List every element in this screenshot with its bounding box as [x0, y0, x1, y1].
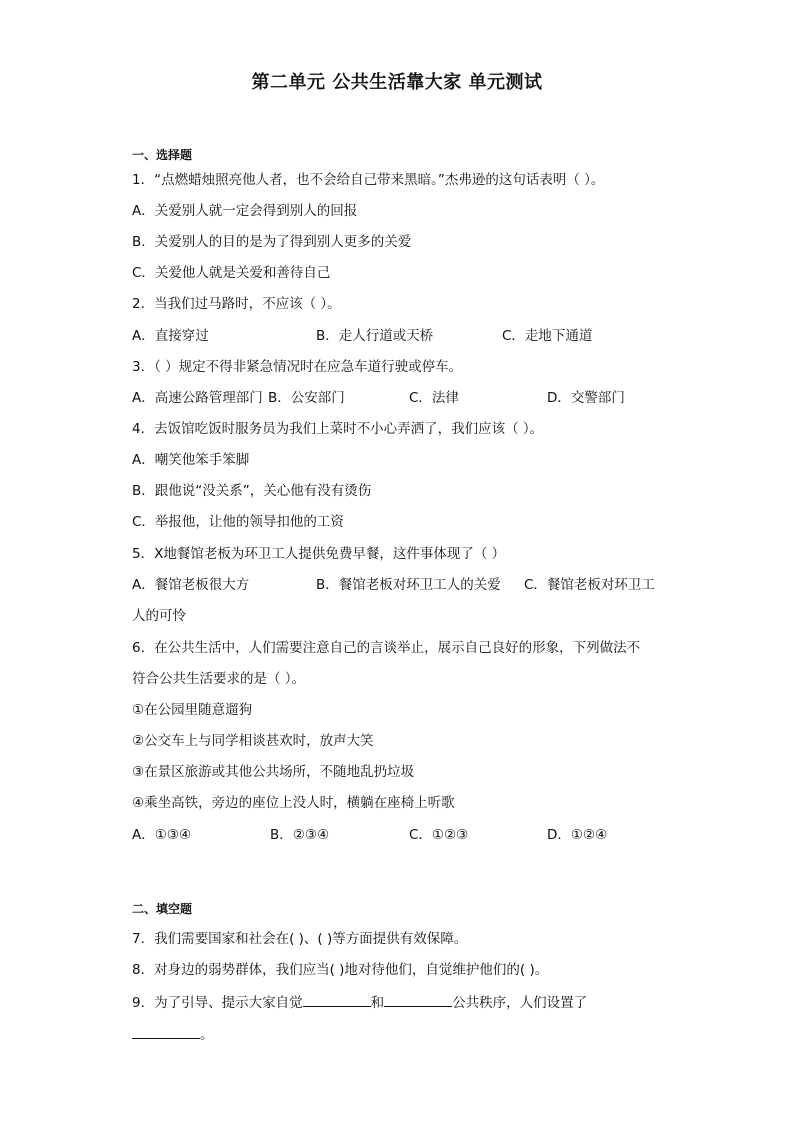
q6-options	[132, 826, 692, 844]
page-title: 第二单元 公共生活靠大家 单元测试	[251, 72, 543, 93]
q7-stem: 7．我们需要国家和社会在( )、( )等方面提供有效保障。	[132, 931, 468, 947]
q9-blank-1	[303, 992, 371, 1007]
q6-item-2: ②公交车上与同学相谈甚欢时，放声大笑	[132, 733, 374, 749]
q1-option-c: C．关爱他人就是关爱和善待自己	[132, 265, 331, 281]
q1-stem: 1．“点燃蜡烛照亮他人者，也不会给自己带来黑暗。”杰弗逊的这句话表明（ ）。	[132, 172, 605, 188]
q9-part3: 公共秩序，人们设置了	[452, 995, 588, 1011]
q9-part2: 和	[370, 995, 385, 1011]
q3-stem: 3．（ ）规定不得非紧急情况时在应急车道行驶或停车。	[132, 359, 463, 375]
q9-stem	[132, 992, 587, 1012]
q2-options	[132, 327, 692, 345]
q5-options	[132, 576, 692, 594]
q4-option-a: A．嘲笑他笨手笨脚	[132, 452, 250, 468]
q3-option-c: C．法律	[409, 390, 459, 406]
q1-option-a: A．关爱别人就一定会得到别人的回报	[132, 203, 358, 219]
q6-stem-line2: 符合公共生活要求的是（ ）。	[132, 671, 306, 687]
q6-option-d: D．①②④	[547, 827, 608, 843]
q8-stem: 8．对身边的弱势群体，我们应当( )地对待他们，自觉维护他们的( )。	[132, 962, 549, 978]
q9-end: 。	[200, 1027, 214, 1043]
q4-option-c: C．举报他，让他的领导扣他的工资	[132, 514, 344, 530]
q5-option-c: C．餐馆老板对环卫工	[524, 577, 655, 593]
q6-option-a: A．①③④	[132, 827, 192, 843]
q4-option-b: B．跟他说“没关系”，关心他有没有烫伤	[132, 483, 372, 499]
q5-option-c-continued: 人的可怜	[132, 608, 186, 624]
section-heading-choice: 一、选择题	[132, 148, 193, 162]
q5-stem: 5．X地餐馆老板为环卫工人提供免费早餐，这件事体现了（ ）	[132, 546, 506, 562]
q9-part1: 9．为了引导、提示大家自觉	[132, 995, 303, 1011]
q1-option-b: B．关爱别人的目的是为了得到别人更多的关爱	[132, 234, 412, 250]
q2-option-a: A．直接穿过	[132, 328, 209, 344]
q2-stem: 2．当我们过马路时，不应该（ ）。	[132, 296, 341, 312]
q3-options	[132, 389, 692, 407]
q9-stem-continued	[132, 1024, 214, 1044]
q4-stem: 4．去饭馆吃饭时服务员为我们上菜时不小心弄洒了，我们应该（ ）。	[132, 421, 544, 437]
q6-item-3: ③在景区旅游或其他公共场所，不随地乱扔垃圾	[132, 764, 415, 780]
q6-item-1: ①在公园里随意遛狗	[132, 702, 253, 718]
q6-option-c: C．①②③	[409, 827, 469, 843]
q2-option-c: C．走地下通道	[502, 328, 593, 344]
q6-item-4: ④乘坐高铁，旁边的座位上没人时，横躺在座椅上听歌	[132, 795, 455, 811]
q5-option-b: B．餐馆老板对环卫工人的关爱	[316, 577, 501, 593]
q6-stem-line1: 6．在公共生活中，人们需要注意自己的言谈举止，展示自己良好的形象，下列做法不	[132, 640, 641, 656]
q9-blank-2	[384, 992, 452, 1007]
q5-option-a: A．餐馆老板很大方	[132, 577, 250, 593]
q3-option-d: D．交警部门	[547, 390, 625, 406]
q3-option-a: A．高速公路管理部门	[132, 390, 263, 406]
q3-option-b: B．公安部门	[268, 390, 345, 406]
section-heading-fill: 二、填空题	[132, 902, 193, 916]
q6-option-b: B．②③④	[270, 827, 330, 843]
q2-option-b: B．走人行道或天桥	[316, 328, 434, 344]
q9-blank-3	[132, 1024, 200, 1039]
